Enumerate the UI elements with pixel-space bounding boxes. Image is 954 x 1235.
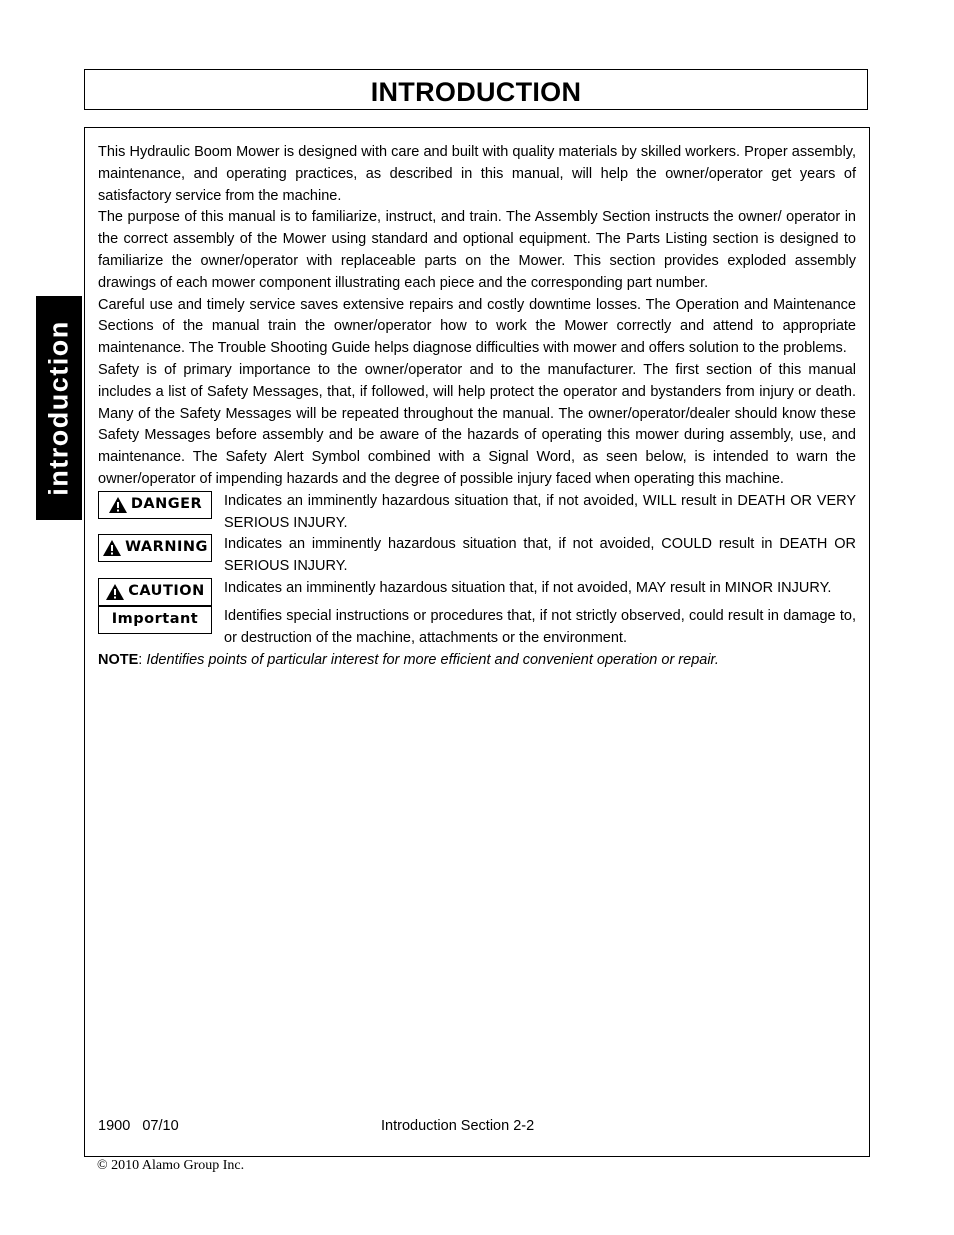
paragraph-service: Careful use and timely service saves extensive repairs and costly downtime losses. The Operation and Maintenance Sections of the manual train the owner/operator how to work the Mower correctly and attend to appropriate maintenance. The Trouble Shooting Guide helps diagnose difficulties with mower and offers solution to the problems. xyxy=(98,296,856,357)
warning-description: Indicates an imminently hazardous situation that, if not avoided, COULD result in DEATH OR SERIOUS INJURY. xyxy=(224,536,856,575)
signal-word-danger xyxy=(98,491,856,535)
important-description: Identifies special instructions or procedures that, if not strictly observed, could result in damage to, or destruction of the machine, attachments or the environment. xyxy=(224,607,856,646)
warning-badge-label: WARNING xyxy=(125,539,208,556)
alert-triangle-icon xyxy=(102,539,122,557)
caution-badge-label: CAUTION xyxy=(128,583,205,600)
content-body xyxy=(98,142,856,671)
side-tab-label: introduction xyxy=(43,320,74,496)
important-badge-label: Important xyxy=(111,611,199,628)
alert-triangle-icon xyxy=(105,583,125,601)
side-tab xyxy=(36,296,82,520)
caution-badge xyxy=(98,578,212,606)
caution-description: Indicates an imminently hazardous situation that, if not avoided, MAY result in MINOR INJURY. xyxy=(224,579,832,596)
danger-badge xyxy=(98,491,212,519)
note-separator: : xyxy=(138,651,147,668)
warning-badge xyxy=(98,534,212,562)
note-text: Identifies points of particular interest for more efficient and convenient operation or repair. xyxy=(146,651,719,668)
signal-word-important xyxy=(98,606,856,650)
footer-section: Introduction Section 2-2 xyxy=(381,1118,535,1134)
signal-word-caution xyxy=(98,578,856,606)
danger-description: Indicates an imminently hazardous situation that, if not avoided, WILL result in DEATH OR VERY SERIOUS INJURY. xyxy=(224,492,856,531)
paragraph-safety: Safety is of primary importance to the owner/operator and to the manufacturer. The first section of this manual includes a list of Safety Messages, that, if followed, will help protect the operator and bystanders from injury or death. Many of the Safety Messages will be repeated throughout the manual. The owner/operator/dealer should know these Safety Messages before assembly and be aware of the hazards of operating this mower during assembly, use, and maintenance. The Safety Alert Symbol combined with a Signal Word, as seen below, is intended to warn the owner/operator of impending hazards and the degree of possible injury faced when operating this machine. xyxy=(98,361,856,487)
note-line xyxy=(98,650,856,672)
paragraph-intro: This Hydraulic Boom Mower is designed with care and built with quality materials by skilled workers. Proper assembly, maintenance, and operating practices, as described in this manual, will help the owner/operator get years of satisfactory service from the machine. xyxy=(98,144,856,204)
paragraph-purpose: The purpose of this manual is to familiarize, instruct, and train. The Assembly Section instructs the owner/ operator in the correct assembly of the Mower using standard and optional equipment. The Parts Listing section is designed to familiarize the owner/operator with replaceable parts on the Mower. This section provides exploded assembly drawings of each mower component illustrating each piece and the corresponding part number. xyxy=(98,209,856,291)
page-title: INTRODUCTION xyxy=(370,77,582,107)
footer-doc-id: 1900 07/10 xyxy=(98,1118,179,1134)
header-box xyxy=(84,69,868,110)
copyright: © 2010 Alamo Group Inc. xyxy=(97,1158,245,1173)
important-badge xyxy=(98,606,212,634)
note-label: NOTE xyxy=(98,651,139,668)
signal-word-warning xyxy=(98,534,856,578)
danger-badge-label: DANGER xyxy=(130,495,203,512)
alert-triangle-icon xyxy=(108,496,128,514)
